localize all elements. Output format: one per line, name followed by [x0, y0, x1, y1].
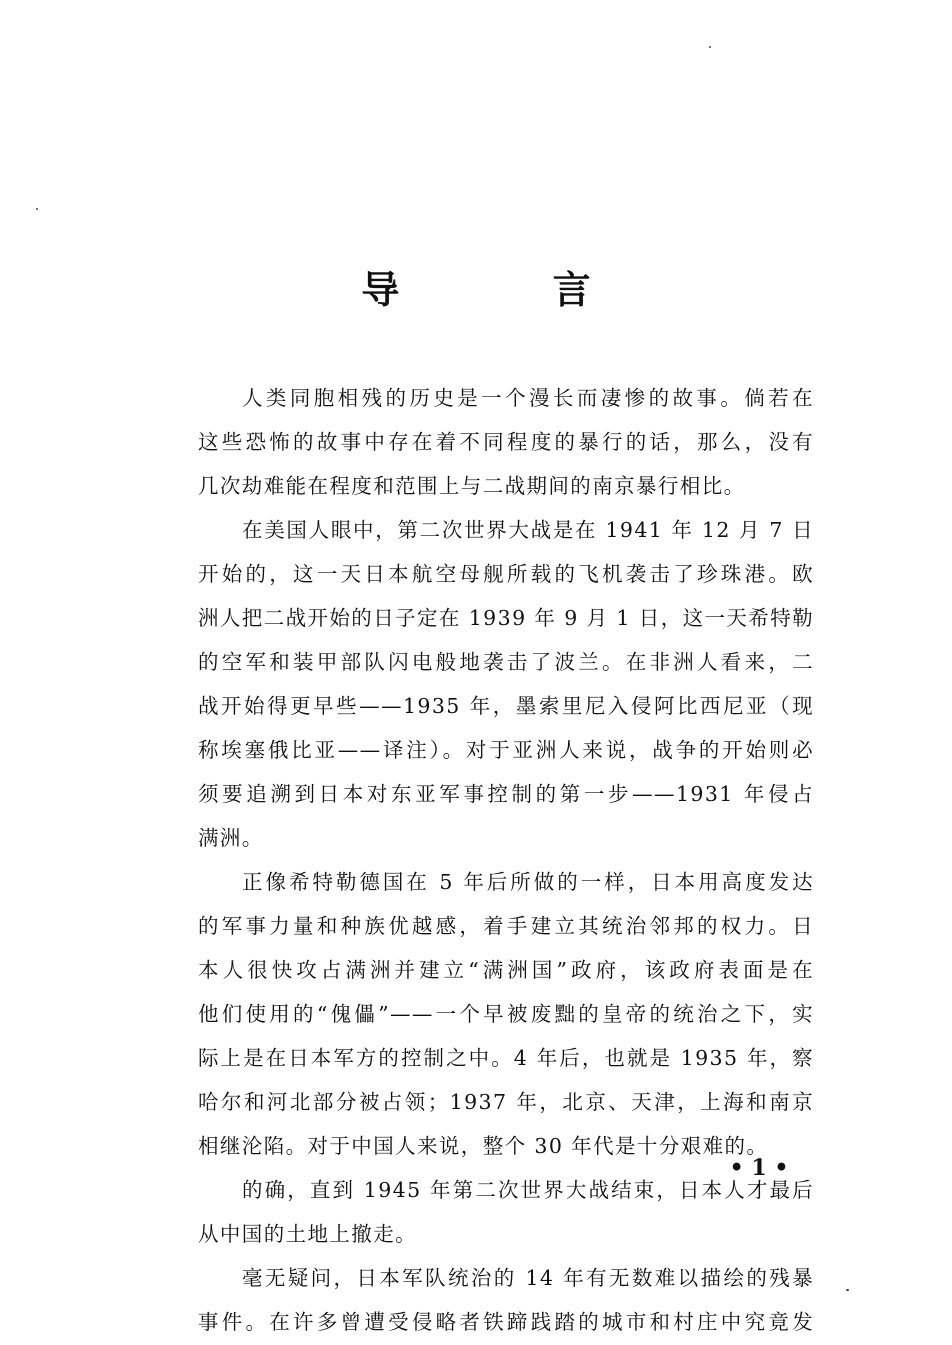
- body-text: [198, 376, 814, 1344]
- text-line: 哈尔和河北部分被占领；1937 年，北京、天津，上海和南京: [198, 1090, 814, 1114]
- text-line: 称埃塞俄比亚——译注）。对于亚洲人来说，战争的开始则必: [198, 738, 814, 762]
- text-line: 在美国人眼中，第二次世界大战是在 1941 年 12 月 7 日: [242, 518, 814, 542]
- scan-speck: [846, 1289, 849, 1291]
- text-line: 的空军和装甲部队闪电般地袭击了波兰。在非洲人看来，二: [198, 650, 814, 674]
- text-line: 的军事力量和种族优越感，着手建立其统治邻邦的权力。日: [198, 914, 814, 938]
- text-line: 正像希特勒德国在 5 年后所做的一样，日本用高度发达: [242, 870, 814, 894]
- text-line: 这些恐怖的故事中存在着不同程度的暴行的话，那么，没有: [198, 430, 814, 454]
- text-line: 的确，直到 1945 年第二次世界大战结束，日本人才最后: [242, 1178, 814, 1202]
- text-line: 洲人把二战开始的日子定在 1939 年 9 月 1 日，这一天希特勒: [198, 606, 814, 630]
- text-line: 本人很快攻占满洲并建立“满洲国”政府，该政府表面是在: [198, 958, 814, 982]
- chapter-title: 导 言: [361, 267, 661, 312]
- scan-speck: [36, 208, 38, 210]
- text-line: 际上是在日本军方的控制之中。4 年后，也就是 1935 年，察: [198, 1046, 814, 1070]
- text-line: 须要追溯到日本对东亚军事控制的第一步——1931 年侵占: [198, 782, 814, 806]
- text-line: 从中国的土地上撤走。: [198, 1222, 417, 1246]
- text-line: 开始的，这一天日本航空母舰所载的飞机袭击了珍珠港。欧: [198, 562, 814, 586]
- text-line: 满洲。: [198, 826, 264, 850]
- text-line: 几次劫难能在程度和范围上与二战期间的南京暴行相比。: [198, 474, 746, 498]
- text-line: 他们使用的“傀儡”——一个早被废黜的皇帝的统治之下，实: [198, 1002, 814, 1026]
- page-number: • 1 •: [729, 1155, 789, 1181]
- text-line: 人类同胞相残的历史是一个漫长而凄惨的故事。倘若在: [242, 386, 814, 410]
- text-line: 战开始得更早些——1935 年，墨索里尼入侵阿比西尼亚（现: [198, 694, 814, 718]
- text-line: 毫无疑问，日本军队统治的 14 年有无数难以描绘的残暴: [242, 1266, 814, 1290]
- scan-speck: [709, 46, 711, 48]
- text-line: 相继沦陷。对于中国人来说，整个 30 年代是十分艰难的。: [198, 1134, 769, 1158]
- text-line: 事件。在许多曾遭受侵略者铁蹄践踏的城市和村庄中究竟发: [198, 1310, 814, 1334]
